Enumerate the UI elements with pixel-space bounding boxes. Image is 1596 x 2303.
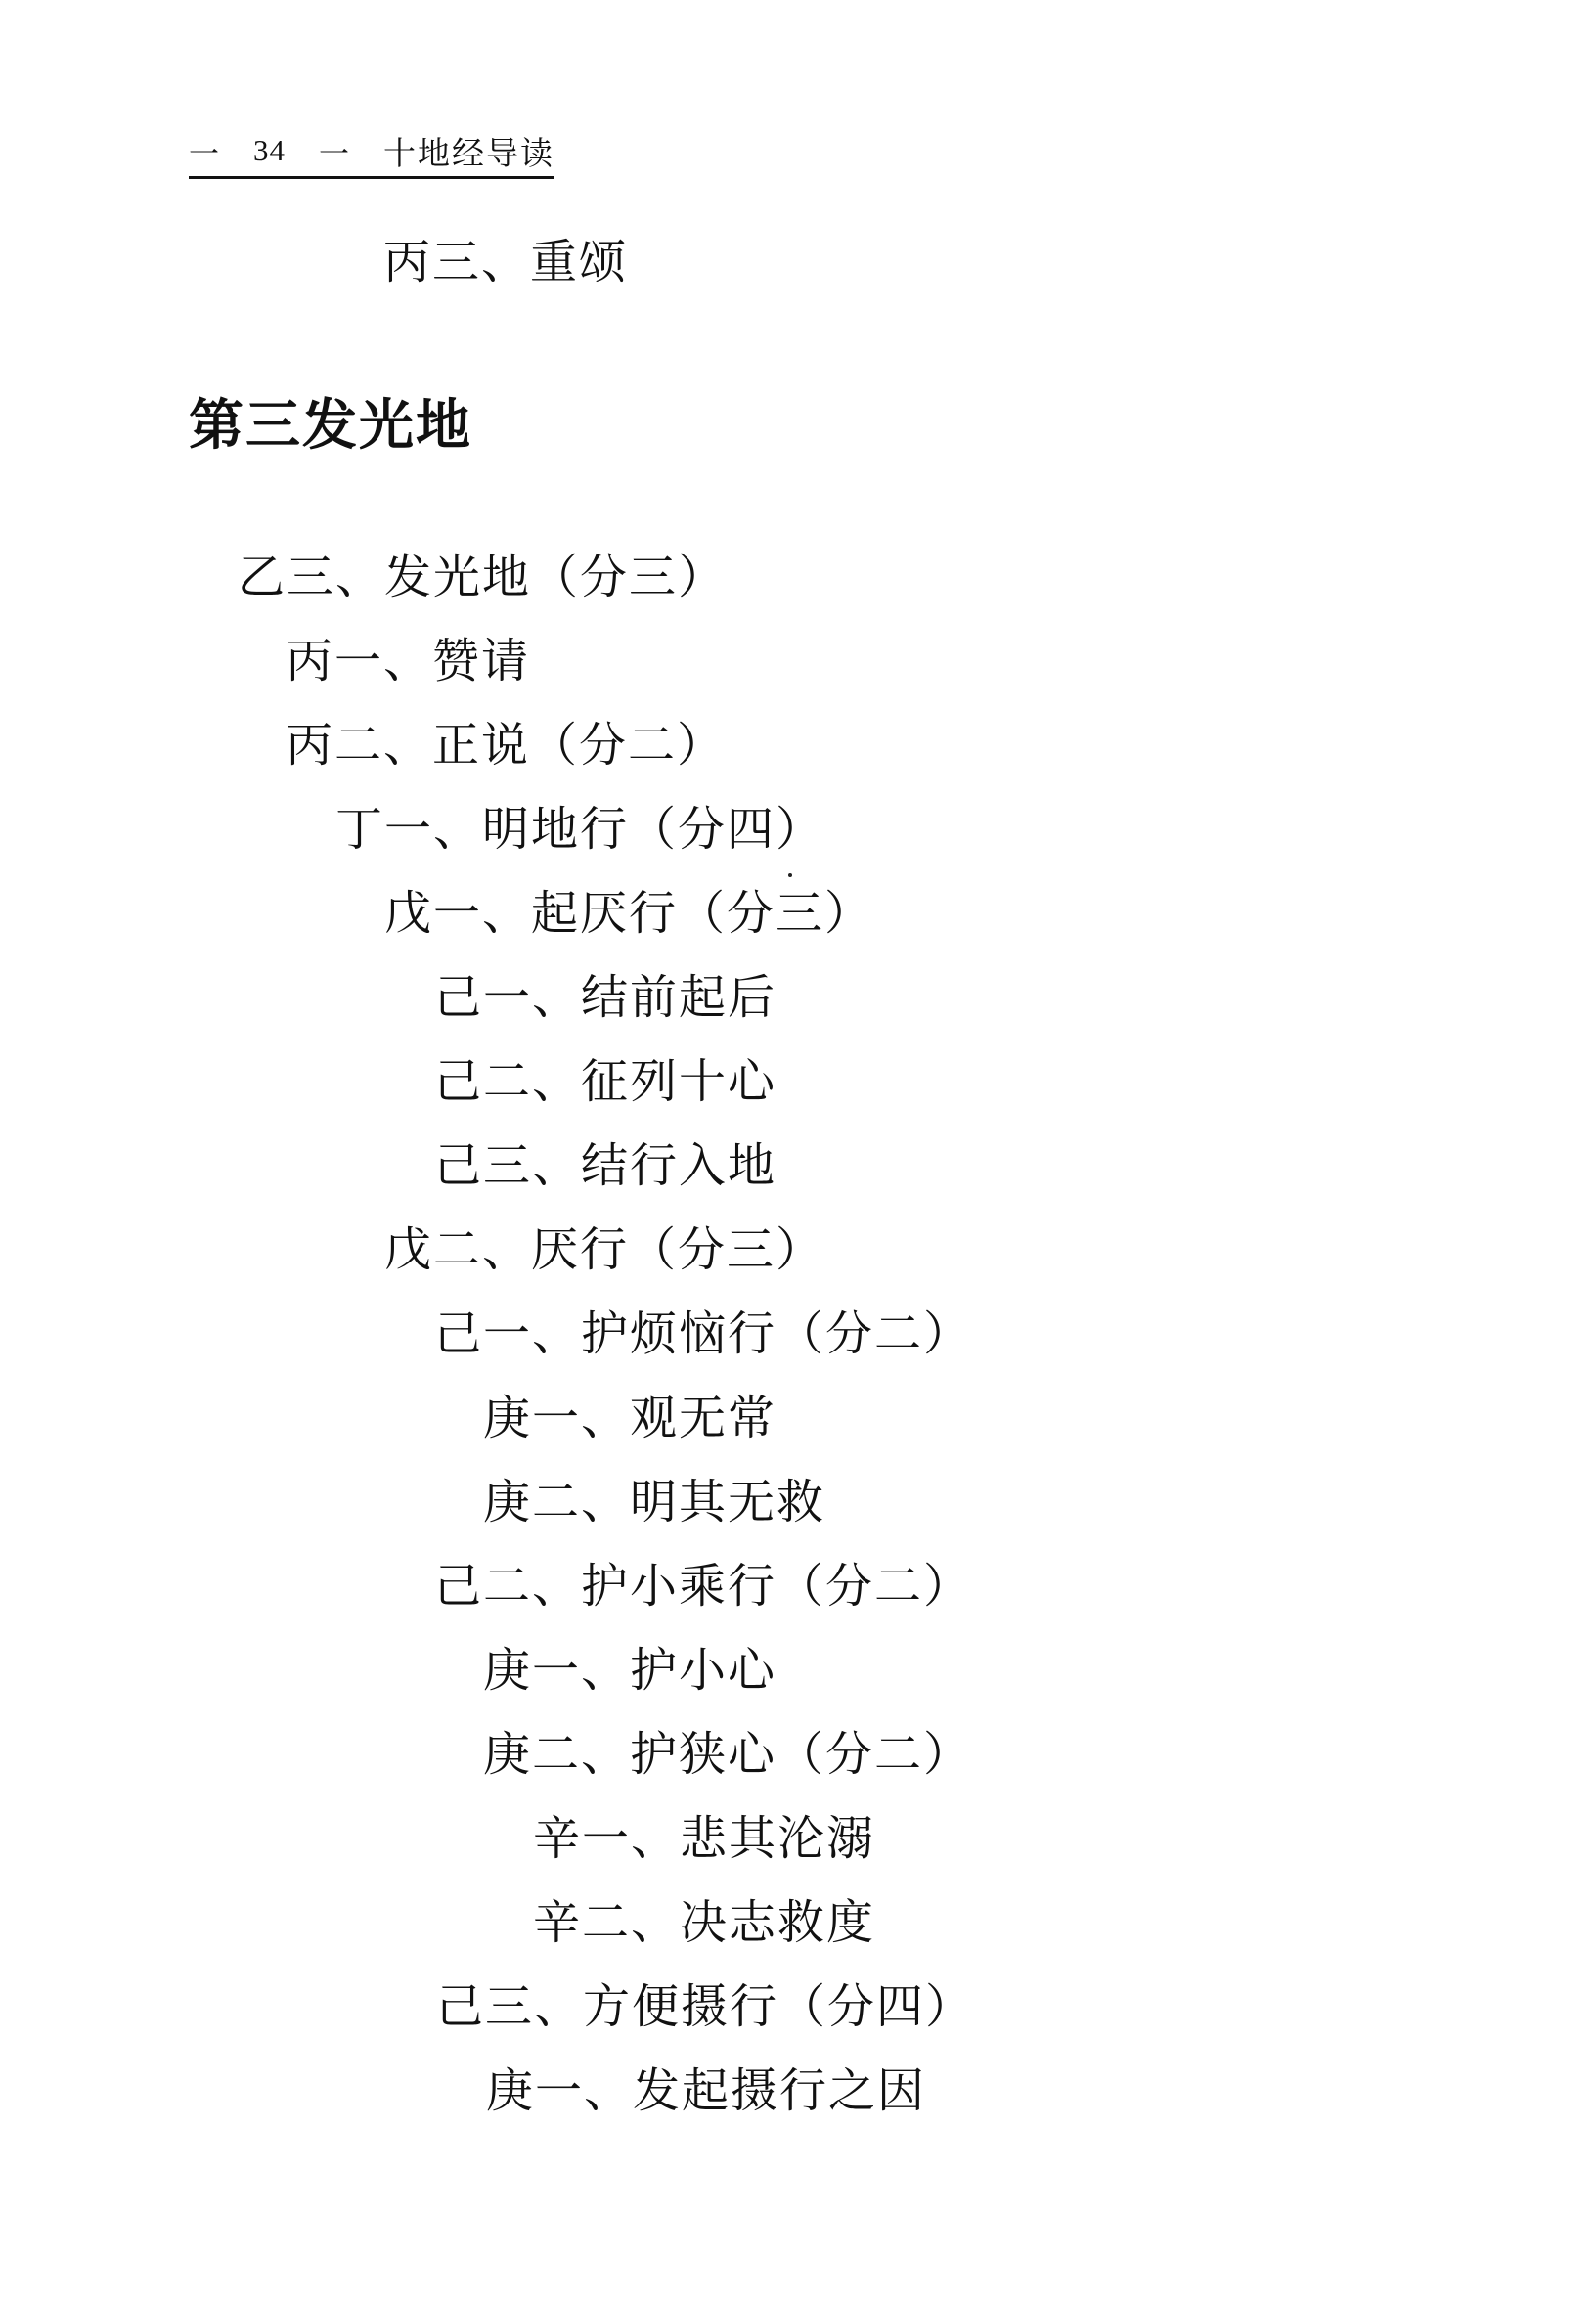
- outline-item: 戊二、厌行（分三）: [384, 1222, 825, 1277]
- running-header: [189, 127, 554, 179]
- chapter-title: 第三发光地: [189, 393, 472, 458]
- outline-item: 庚一、发起摄行之因: [486, 2063, 927, 2118]
- outline-item: 丁一、明地行（分四）: [335, 802, 825, 857]
- outline-item: 辛二、决志救度: [533, 1895, 876, 1950]
- outline-item: 己二、护小乘行（分二）: [434, 1559, 973, 1614]
- outline-item: 庚一、观无常: [483, 1391, 777, 1445]
- outline-item: 辛一、悲其沦溺: [533, 1811, 876, 1866]
- outline-item: 己三、结行入地: [434, 1138, 777, 1193]
- outline-item: 乙三、发光地（分三）: [238, 550, 728, 604]
- outline-item: 己一、结前起后: [434, 970, 777, 1025]
- outline-item-top: 丙三、重颂: [383, 235, 629, 289]
- book-title: 十地经导读: [383, 133, 554, 172]
- outline-item: 己二、征列十心: [434, 1054, 777, 1109]
- scan-speck: [788, 873, 792, 877]
- outline-item: 丙二、正说（分二）: [286, 718, 727, 773]
- header-dash-left: 一: [189, 136, 220, 172]
- outline-item: 己三、方便摄行（分四）: [436, 1979, 975, 2034]
- outline-item: 庚二、护狭心（分二）: [483, 1727, 973, 1782]
- outline-item: 庚一、护小心: [483, 1643, 777, 1698]
- header-dash-right: 一: [319, 136, 350, 172]
- outline-item: 丙一、赞请: [286, 634, 531, 688]
- outline-item: 己一、护烦恼行（分二）: [434, 1307, 973, 1361]
- outline-item: 庚二、明其无救: [483, 1475, 826, 1529]
- page-number: 34: [253, 133, 286, 167]
- outline-item: 戊一、起厌行（分三）: [384, 886, 874, 941]
